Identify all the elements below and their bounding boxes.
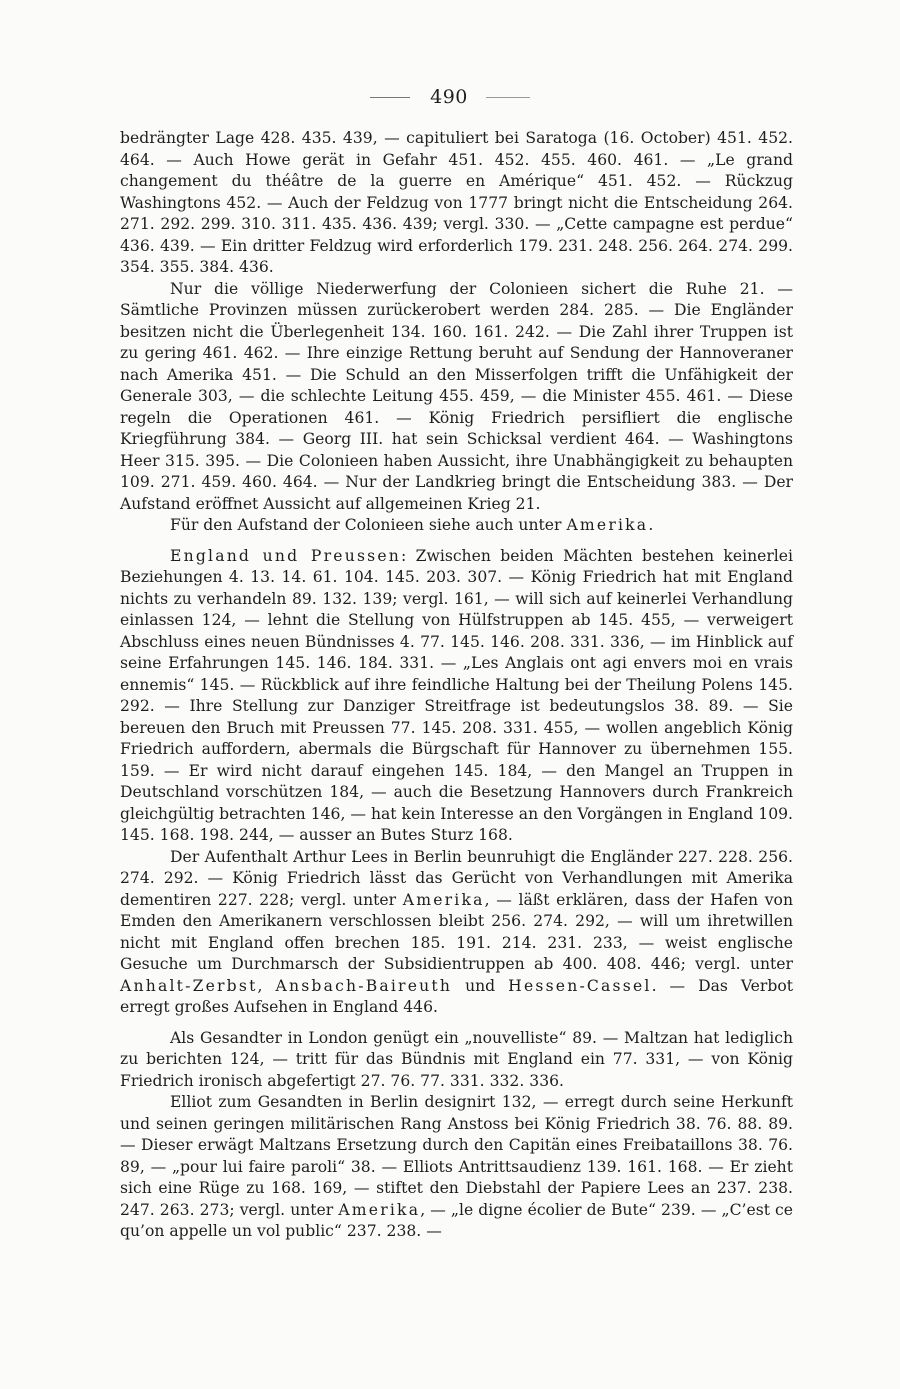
text-segment: bedrängter Lage 428. 435. 439, — capituliert bei Saratoga (16. October) 451. 452. 464. — Auch Howe gerät in Gefahr 451. 452. 455. 460. 461. — „Le grand changement du théâtre de la guerre en Amérique“ 451. 452. — Rückzug Washingtons 452. — Auch der Feldzug von 1777 bringt nicht die Entscheidung 264. 271. 292. 299. 310. 311. 435. 436. 439; vergl. 330. — „Cette campagne est perdue“ 436. 439. — Ein dritter Feldzug wird erforderlich 179. 231. 248. 256. 264. 274. 299. 354. 355. 384. 436. <box>120 129 793 276</box>
page-number: 490 <box>430 86 468 108</box>
text-segment: Der Aufenthalt Arthur Lees in Berlin beunruhigt die Engländer 227. 228. 256. 274. 292. — König Friedrich lässt das Gerücht von Verhandlungen mit Amerika dementiren 227. 228; vergl. unter <box>120 847 793 909</box>
text-segment: , — läßt erklären, dass der Hafen von Emden den Amerikanern verschlossen bleibt 256. 274. 292, — will um ihretwillen nicht mit England offen brechen 185. 191. 214. 231. 233, — weist englische Gesuche um Durchmarsch der Subsidientruppen ab 400. 408. 446; vergl. unter <box>120 890 793 973</box>
text-segment: . — Das Verbot erregt großes Aufsehen in England 446. <box>120 976 793 1016</box>
text-segment: Elliot zum Gesandten in Berlin designirt 132, — erregt durch seine Herkunft und seinen geringen militärischen Rang Anstoss bei König Friedrich 38. 76. 88. 89. — Dieser erwägt Maltzans Ersetzung durch den Capitän eines Freibataillons 38. 76. 89, — „pour lui faire paroli“ 38. — Elliots Antrittsaudienz 139. 161. 168. — Er zieht sich eine Rüge zu 168. 169, — stiftet den Diebstahl der Papiere Lees an 237. 238. 247. 263. 273; vergl. unter <box>120 1093 793 1219</box>
paragraph-p1 <box>120 128 793 279</box>
text-segment: : Zwischen beiden Mächten bestehen keinerlei Beziehungen 4. 13. 14. 61. 104. 145. 203. 307. — König Friedrich hat mit England nichts zu verhandeln 89. 132. 139; vergl. 161, — will sich auf keinerlei Verhandlung einlassen 124, — lehnt die Stellung von Hülfstruppen ab 145. 455, — verweigert Abschluss eines neuen Bündnisses 4. 77. 145. 146. 208. 331. 336, — im Hinblick auf seine Erfahrungen 145. 146. 184. 331. — „Les Anglais ont agi envers moi en vrais ennemis“ 145. — Rückblick auf ihre feindliche Haltung bei der Theilung Polens 145. 292. — Ihre Stellung zur Danziger Streitfrage ist bedeutungslos 38. 89. — Sie bereuen den Bruch mit Preussen 77. 145. 208. 331. 455, — wollen angeblich König Friedrich auffordern, abermals die Bürgschaft für Hannover zu übernehmen 155. 159. — Er wird nicht darauf eingehen 145. 184, — den Mangel an Truppen in Deutschland vorschützen 184, — auch die Besetzung Hannovers durch Frankreich gleichgültig betrachten 146, — hat kein Interesse an den Vorgängen in England 109. 145. 168. 198. 244, — ausser an Butes Sturz 168. <box>120 546 793 844</box>
paragraph-p2 <box>120 279 793 516</box>
text-segment: und <box>452 976 509 995</box>
text-segment: , — „le digne écolier de Bute“ 239. — „C’est ce qu’on appelle un vol public“ 237. 238. — <box>120 1200 794 1240</box>
page-body <box>120 128 793 1243</box>
text-segment: , <box>257 976 276 995</box>
text-segment: Als Gesandter in London genügt ein „nouvelliste“ 89. — Maltzan hat lediglich zu berichten 124, — tritt für das Bündnis mit England ein 77. 331, — von König Friedrich ironisch abgefertigt 27. 76. 77. 331. 332. 336. <box>120 1028 793 1090</box>
spaced-keyword: England und Preussen <box>170 546 402 565</box>
spaced-keyword: Amerika <box>402 890 485 909</box>
paragraph-p4 <box>120 546 793 847</box>
spaced-keyword: Amerika <box>338 1200 421 1219</box>
paragraph-p3 <box>120 515 793 537</box>
paragraph-p5 <box>120 847 793 1019</box>
spaced-keyword: Anhalt-Zerbst <box>120 976 258 995</box>
text-segment: Nur die völlige Niederwerfung der Colonieen sichert die Ruhe 21. — Sämtliche Provinzen müssen zurückerobert werden 284. 285. — Die Engländer besitzen nicht die Überlegenheit 134. 160. 161. 242. — Die Zahl ihrer Truppen ist zu gering 461. 462. — Ihre einzige Rettung beruht auf Sendung der Hannoveraner nach Amerika 451. — Die Schuld an den Misserfolgen trifft die Unfähigkeit der Generale 303, — die schlechte Leitung 455. 459, — die Minister 455. 461. — Diese regeln die Operationen 461. — König Friedrich persifliert die englische Kriegführung 384. — Georg III. hat sein Schicksal verdient 464. — Washingtons Heer 315. 395. — Die Colonieen haben Aussicht, ihre Unabhängigkeit zu behaupten 109. 271. 459. 460. 464. — Nur der Landkrieg bringt die Entscheidung 383. — Der Aufstand eröffnet Aussicht auf allgemeinen Krieg 21. <box>120 279 793 513</box>
spaced-keyword: Amerika <box>566 516 649 534</box>
paragraph-p7 <box>120 1092 793 1243</box>
header-rule-left <box>370 97 410 98</box>
text-segment: . <box>648 516 654 534</box>
spaced-keyword: Ansbach-Baireuth <box>275 976 453 995</box>
paragraph-p6 <box>120 1028 793 1093</box>
header-rule-right <box>486 97 530 98</box>
text-segment: Für den Aufstand der Colonieen siehe auch unter <box>170 516 567 534</box>
page-header <box>0 84 900 110</box>
spaced-keyword: Hessen-Cassel <box>508 976 652 995</box>
